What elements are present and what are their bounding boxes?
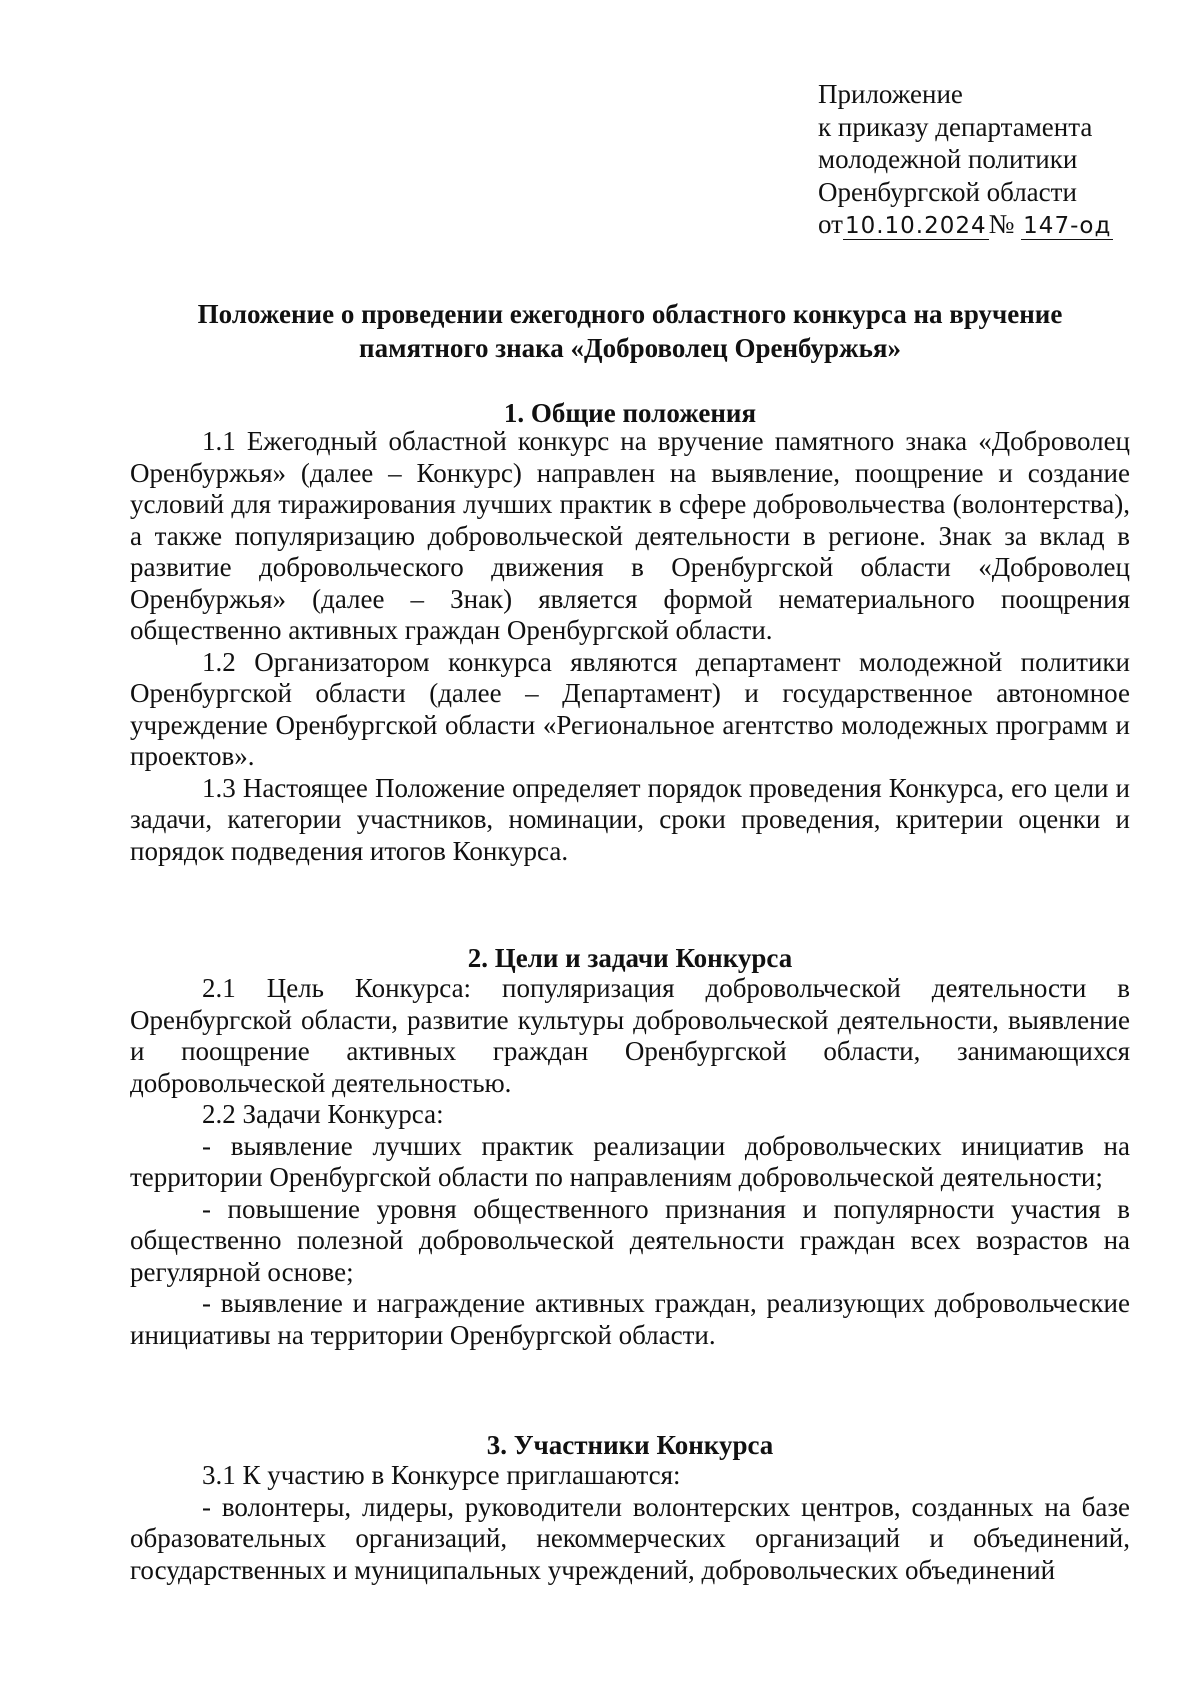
paragraph-1-2: 1.2 Организатором конкурса являются департамент молодежной политики Оренбургской области (далее – Департамент) и государственное автономное учреждение Оренбургской области «Региональное агентство молодежных программ и проектов». — [130, 646, 1130, 771]
paragraph-3-participants: - волонтеры, лидеры, руководители волонтерских центров, созданных на базе образовательных организаций, некоммерческих организаций и объединений, государственных и муниципальных учреждений, добровольческих объединений — [130, 1491, 1130, 1585]
paragraph-2-task-2: - повышение уровня общественного признания и популярности участия в общественно полезной добровольческой деятельности граждан всех возрастов на регулярной основе; — [130, 1193, 1130, 1287]
date-prefix: от — [818, 209, 843, 239]
approval-line-3: молодежной политики — [818, 144, 1078, 174]
section-2-heading: 2. Цели и задачи Конкурса — [467, 943, 793, 973]
section-1-body — [130, 426, 1130, 867]
document-title — [130, 297, 1130, 365]
paragraph-2-1: 2.1 Цель Конкурса: популяризация добровольческой деятельности в Оренбургской области, развитие культуры добровольческой деятельности, выявление и поощрение активных граждан Оренбургской области, занимающихся добровольческой деятельностью. — [130, 973, 1130, 1098]
approval-line-4: Оренбургской области — [818, 176, 1077, 207]
handwritten-date: 10.10.2024 — [844, 213, 987, 239]
number-sign: № — [988, 209, 1015, 239]
paragraph-3-1: 3.1 К участию в Конкурсе приглашаются: — [202, 1460, 681, 1490]
approval-date-line — [818, 208, 1148, 243]
handwritten-order-number: 147-од — [1023, 213, 1112, 239]
section-3-body — [130, 1460, 1130, 1586]
section-1-heading: 1. Общие положения — [503, 398, 757, 428]
document-title-line-2: памятного знака «Доброволец Оренбуржья» — [359, 333, 901, 363]
approval-line-1: Приложение — [818, 79, 963, 109]
section-2-body — [130, 973, 1130, 1351]
document-title-line-1: Положение о проведении ежегодного областного конкурса на вручение — [197, 299, 1063, 329]
section-3-heading: 3. Участники Конкурса — [486, 1430, 774, 1460]
paragraph-1-3: 1.3 Настоящее Положение определяет порядок проведения Конкурса, его цели и задачи, категории участников, номинации, сроки проведения, критерии оценки и порядок подведения итогов Конкурса. — [130, 772, 1130, 866]
paragraph-2-2: 2.2 Задачи Конкурса: — [202, 1099, 444, 1129]
paragraph-2-task-1: - выявление лучших практик реализации добровольческих инициатив на территории Оренбургской области по направлениям добровольческой деятельности; — [130, 1130, 1130, 1192]
approval-line-2: к приказу департамента — [818, 111, 1093, 142]
approval-stamp-block — [818, 78, 1148, 243]
paragraph-1-1: 1.1 Ежегодный областной конкурс на вручение памятного знака «Доброволец Оренбуржья» (далее – Конкурс) направлен на выявление, поощрение и создание условий для тиражирования лучших практик в сфере добровольчества (волонтерства), а также популяризацию добровольческой деятельности в регионе. Знак за вклад в развитие добровольческого движения в Оренбургской области «Доброволец Оренбуржья» (далее – Знак) является формой нематериального поощрения общественно активных граждан Оренбургской области. — [130, 426, 1130, 645]
paragraph-2-task-3: - выявление и награждение активных граждан, реализующих добровольческие инициативы на территории Оренбургской области. — [130, 1288, 1130, 1350]
